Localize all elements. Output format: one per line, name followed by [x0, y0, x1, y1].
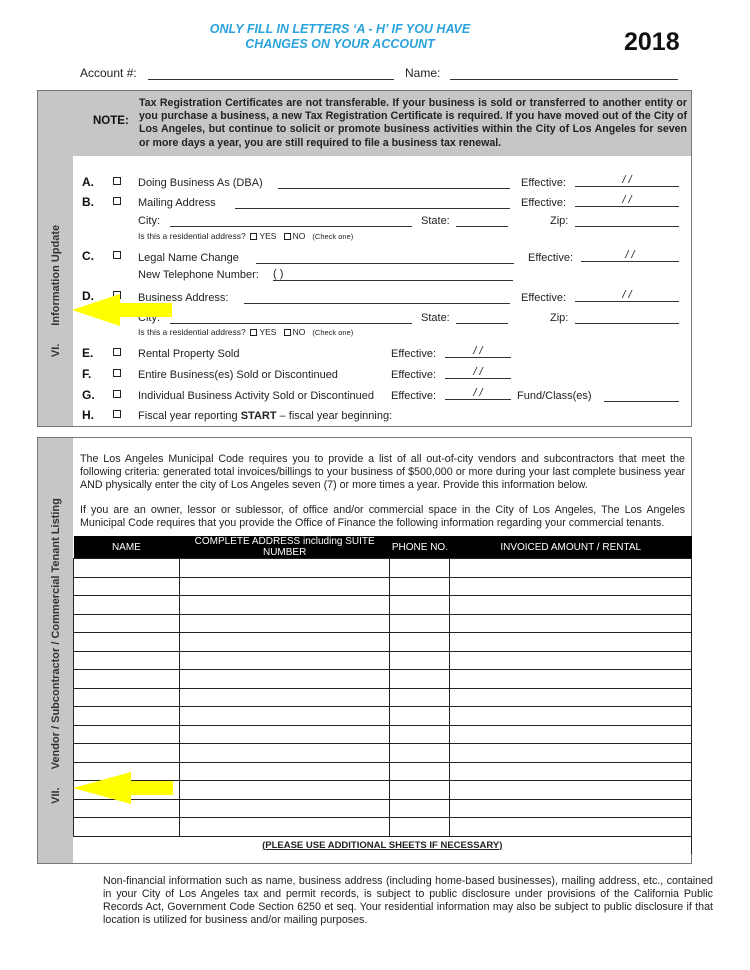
address-cell[interactable]: [179, 670, 390, 689]
section-vii-label: VII.Vendor / Subcontractor / Commercial Tenant Listing: [49, 497, 62, 804]
item-b-zip-field[interactable]: [575, 226, 679, 227]
yellow-arrow-icon: [72, 290, 172, 330]
item-b-effective-label: Effective:: [521, 197, 567, 209]
address-cell[interactable]: [179, 633, 390, 652]
item-d-yes-checkbox[interactable]: [250, 329, 257, 336]
invoiced-amount-cell[interactable]: [450, 577, 692, 596]
item-d-city-field[interactable]: [170, 323, 412, 324]
item-d-zip-field[interactable]: [575, 323, 679, 324]
item-a-letter: A.: [82, 175, 94, 189]
instruction-line-1: ONLY FILL IN LETTERS ‘A - H’ IF YOU HAVE: [209, 22, 471, 36]
name-field[interactable]: [450, 79, 678, 80]
legal-name-field[interactable]: [256, 263, 514, 264]
phone-cell[interactable]: [390, 744, 450, 763]
table-row: [74, 559, 692, 578]
invoiced-amount-cell[interactable]: [450, 688, 692, 707]
item-f-label: Entire Business(es) Sold or Discontinued: [138, 369, 338, 381]
phone-cell[interactable]: [390, 670, 450, 689]
name-label: Name:: [405, 66, 441, 80]
table-row: [74, 725, 692, 744]
note-box: [38, 91, 691, 156]
item-b-effective-date[interactable]: / /: [575, 194, 679, 207]
name-cell[interactable]: [74, 725, 180, 744]
item-g-letter: G.: [82, 388, 95, 402]
item-b-city-label: City:: [138, 215, 160, 227]
invoiced-amount-cell[interactable]: [450, 596, 692, 615]
item-f-effective-label: Effective:: [391, 369, 437, 381]
instruction-line-2: CHANGES ON YOUR ACCOUNT: [245, 37, 435, 51]
address-cell[interactable]: [179, 651, 390, 670]
table-row: [74, 651, 692, 670]
note-label: NOTE:: [93, 115, 129, 127]
item-c-effective-label: Effective:: [528, 252, 574, 264]
invoiced-amount-cell[interactable]: [450, 614, 692, 633]
invoiced-amount-cell[interactable]: [450, 781, 692, 800]
item-a-checkbox[interactable]: [113, 177, 121, 185]
name-cell[interactable]: [74, 818, 180, 837]
address-cell[interactable]: [179, 762, 390, 781]
section-vi-sidebar: [38, 156, 73, 426]
item-h-letter: H.: [82, 408, 94, 422]
invoiced-amount-cell[interactable]: [450, 744, 692, 763]
table-row: [74, 633, 692, 652]
name-cell[interactable]: [74, 651, 180, 670]
item-d-zip-label: Zip:: [550, 312, 569, 324]
name-cell[interactable]: [74, 688, 180, 707]
name-cell[interactable]: [74, 596, 180, 615]
name-cell[interactable]: [74, 744, 180, 763]
phone-cell[interactable]: [390, 577, 450, 596]
phone-cell[interactable]: [390, 688, 450, 707]
phone-cell[interactable]: [390, 762, 450, 781]
item-e-letter: E.: [82, 346, 94, 360]
item-d-state-field[interactable]: [456, 323, 508, 324]
item-d-residential-question: Is this a residential address? YES NO (Check one): [138, 327, 354, 337]
item-f-letter: F.: [82, 367, 92, 381]
table-header-row: [74, 536, 692, 559]
section-information-update: [37, 90, 692, 427]
invoiced-amount-cell[interactable]: [450, 707, 692, 726]
address-cell[interactable]: [179, 688, 390, 707]
item-g-label: Individual Business Activity Sold or Discontinued: [138, 390, 375, 402]
phone-cell[interactable]: [390, 799, 450, 818]
address-cell[interactable]: [179, 818, 390, 837]
table-row: [74, 707, 692, 726]
public-disclosure-notice: Non-financial information such as name, business address (including home-based businesses), mailing address, etc., contained in your City of Los Angeles tax and permit records, is subject to public disclosure under provisions of the California Public Records Act, Government Code Section 6250 et seq. Your residential information may also be subject to public disclosure if that location is utilized for business and/or mailing purposes.: [103, 875, 713, 926]
phone-cell[interactable]: [390, 596, 450, 615]
table-row: [74, 596, 692, 615]
column-header-invoiced-amount: INVOICED AMOUNT / RENTAL: [450, 536, 692, 559]
item-h-label: Fiscal year reporting START – fiscal year beginning:: [138, 410, 393, 422]
name-cell[interactable]: [74, 577, 180, 596]
address-cell[interactable]: [179, 614, 390, 633]
address-cell[interactable]: [179, 725, 390, 744]
account-label: Account #:: [80, 66, 137, 80]
item-d-letter: D.: [82, 289, 94, 303]
item-f-effective-date[interactable]: / /: [445, 366, 511, 379]
form-year: 2018: [624, 28, 680, 56]
item-a-effective-label: Effective:: [521, 177, 567, 189]
item-e-effective-date[interactable]: / /: [445, 345, 511, 358]
invoiced-amount-cell[interactable]: [450, 670, 692, 689]
name-cell[interactable]: [74, 633, 180, 652]
item-e-label: Rental Property Sold: [138, 348, 240, 360]
table-row: [74, 614, 692, 633]
phone-cell[interactable]: [390, 725, 450, 744]
item-g-effective-label: Effective:: [391, 390, 437, 402]
column-header-phone: PHONE NO.: [390, 536, 450, 559]
phone-cell[interactable]: [390, 707, 450, 726]
table-row: [74, 577, 692, 596]
column-header-address: COMPLETE ADDRESS including SUITE NUMBER: [179, 536, 390, 559]
tenant-requirement-paragraph: If you are an owner, lessor or sublessor, of office and/or commercial space in the City of Los Angeles, The Los Angeles Municipal Code requires that you provide the Office of Finance the following information regarding your commercial tenants.: [80, 504, 685, 529]
phone-cell[interactable]: [390, 781, 450, 800]
address-cell[interactable]: [179, 577, 390, 596]
section-vi-label: VI.Information Update: [49, 224, 62, 358]
phone-cell[interactable]: [390, 633, 450, 652]
item-d-label: Business Address:: [138, 292, 229, 304]
phone-cell[interactable]: [390, 818, 450, 837]
item-b-state-label: State:: [421, 215, 450, 227]
item-c-effective-date[interactable]: / /: [581, 249, 679, 262]
address-cell[interactable]: [179, 781, 390, 800]
fund-class-label: Fund/Class(es): [517, 390, 592, 402]
invoiced-amount-cell[interactable]: [450, 762, 692, 781]
item-a-label: Doing Business As (DBA): [138, 177, 263, 189]
address-cell[interactable]: [179, 596, 390, 615]
item-b-letter: B.: [82, 195, 94, 209]
item-e-checkbox[interactable]: [113, 348, 121, 356]
address-cell[interactable]: [179, 799, 390, 818]
phone-cell[interactable]: [390, 559, 450, 578]
address-cell[interactable]: [179, 559, 390, 578]
item-b-no-checkbox[interactable]: [284, 233, 291, 240]
phone-label: New Telephone Number:: [138, 269, 259, 281]
item-b-yes-checkbox[interactable]: [250, 233, 257, 240]
invoiced-amount-cell[interactable]: [450, 799, 692, 818]
table-row: [74, 818, 692, 837]
item-c-label: Legal Name Change: [138, 252, 239, 264]
name-cell[interactable]: [74, 707, 180, 726]
item-e-effective-label: Effective:: [391, 348, 437, 360]
address-cell[interactable]: [179, 744, 390, 763]
table-row: [74, 670, 692, 689]
item-f-checkbox[interactable]: [113, 369, 121, 377]
item-b-zip-label: Zip:: [550, 215, 569, 227]
yellow-arrow-icon: [73, 768, 173, 808]
item-g-effective-date[interactable]: / /: [445, 387, 511, 400]
name-cell[interactable]: [74, 559, 180, 578]
account-number-field[interactable]: [148, 79, 394, 80]
item-d-effective-label: Effective:: [521, 292, 567, 304]
item-d-no-checkbox[interactable]: [284, 329, 291, 336]
address-cell[interactable]: [179, 707, 390, 726]
item-d-state-label: State:: [421, 312, 450, 324]
instruction-heading: [150, 22, 530, 52]
item-b-label: Mailing Address: [138, 197, 216, 209]
invoiced-amount-cell[interactable]: [450, 725, 692, 744]
item-b-checkbox[interactable]: [113, 197, 121, 205]
mailing-address-field[interactable]: [235, 208, 510, 209]
item-b-residential-question: Is this a residential address? YES NO (Check one): [138, 231, 354, 241]
invoiced-amount-cell[interactable]: [450, 633, 692, 652]
table-row: [74, 688, 692, 707]
section-vii-sidebar: [38, 438, 73, 863]
vendor-requirement-paragraph: The Los Angeles Municipal Code requires you to provide a list of all out-of-city vendors and subcontractors that meet the following criteria: generated total invoices/billings to your business of $500,000 or more during your last complete business year AND physically enter the city of Los Angeles seven (7) or more times a year. Provide this information below.: [80, 453, 685, 491]
invoiced-amount-cell[interactable]: [450, 559, 692, 578]
item-d-city-label: City:: [138, 312, 160, 324]
item-c-checkbox[interactable]: [113, 251, 121, 259]
fund-class-field[interactable]: [604, 401, 679, 402]
name-cell[interactable]: [74, 614, 180, 633]
invoiced-amount-cell[interactable]: [450, 818, 692, 837]
additional-sheets-note: (PLEASE USE ADDITIONAL SHEETS IF NECESSARY): [74, 836, 692, 854]
item-c-letter: C.: [82, 249, 94, 263]
item-b-state-field[interactable]: [456, 226, 508, 227]
invoiced-amount-cell[interactable]: [450, 651, 692, 670]
phone-cell[interactable]: [390, 614, 450, 633]
dba-field[interactable]: [278, 188, 510, 189]
table-row: [74, 744, 692, 763]
additional-sheets-row: [74, 836, 692, 854]
note-text: Tax Registration Certificates are not transferable. If your business is sold or transferred to another entity or you purchase a business, a new Tax Registration Certificate is required. If you have moved out of the City of Los Angeles, but continue to solicit or promote business activities within the City of Los Angeles for seven or more days a year, you are still required to file a business tax renewal.: [139, 97, 687, 149]
item-h-checkbox[interactable]: [113, 410, 121, 418]
column-header-name: NAME: [74, 536, 180, 559]
business-address-field[interactable]: [244, 303, 510, 304]
item-a-effective-date[interactable]: / /: [575, 174, 679, 187]
item-b-city-field[interactable]: [170, 226, 412, 227]
phone-cell[interactable]: [390, 651, 450, 670]
name-cell[interactable]: [74, 670, 180, 689]
new-phone-field[interactable]: ( ): [273, 268, 513, 281]
item-g-checkbox[interactable]: [113, 390, 121, 398]
item-d-effective-date[interactable]: / /: [575, 289, 679, 302]
